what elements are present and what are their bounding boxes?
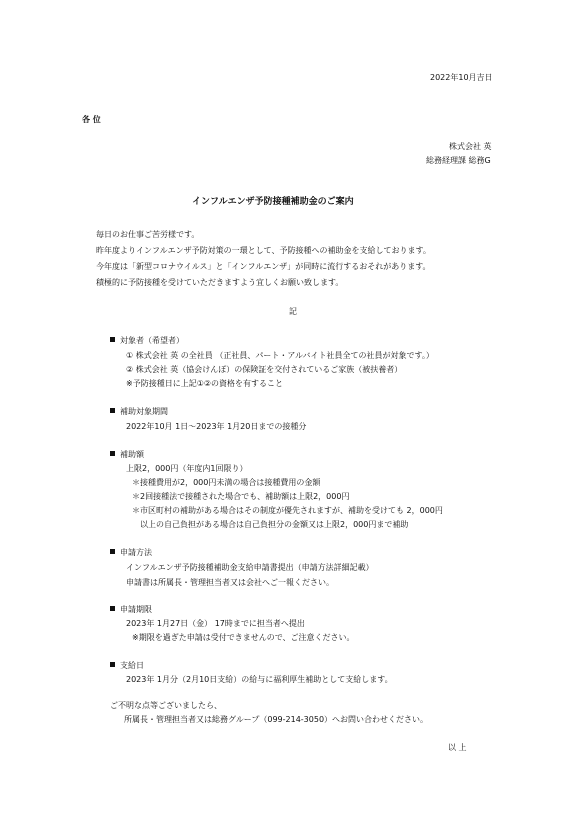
closing-line: 所属長・管理担当者又は総務グループ（099-214-3050）へお問い合わせください。: [124, 715, 429, 724]
recipient: 各 位: [82, 115, 101, 124]
section-line: 申請書は所属長・管理担当者又は会社へご一報ください。: [126, 578, 334, 587]
end-mark: 以 上: [448, 743, 467, 752]
section-line: 2023年 1月27日（金） 17時までに担当者へ提出: [126, 619, 305, 628]
ki-marker: 記: [289, 307, 297, 316]
closing-line: ご不明な点等ございましたら、: [110, 701, 222, 710]
intro-line: 昨年度よりインフルエンザ予防対策の一環として、予防接種への補助金を支給しております。: [96, 246, 431, 255]
section-line: 上限2，000円（年度内1回限り）: [126, 464, 248, 473]
bullet-square-icon: [110, 337, 115, 342]
intro-line: 毎日のお仕事ご苦労様です。: [96, 230, 200, 239]
bullet-square-icon: [110, 451, 115, 456]
section-line: ※期限を過ぎた申請は受付できませんので、ご注意ください。: [132, 633, 355, 642]
section-heading-period: 補助対象期間: [110, 408, 168, 416]
section-line: ＊2回接種法で接種された場合でも、補助額は上限2，000円: [132, 492, 350, 501]
sender-department: 総務経理課 総務G: [426, 156, 491, 165]
section-line: ＊接種費用が2，000円未満の場合は接種費用の金額: [132, 478, 321, 487]
intro-line: 今年度は「新型コロナウイルス」と「インフルエンザ」が同時に流行するおそれがあります。: [96, 262, 431, 271]
document-title: インフルエンザ予防接種補助金のご案内: [192, 197, 354, 207]
intro-line: 積極的に予防接種を受けていただきますよう宜しくお願い致します。: [96, 278, 344, 287]
section-heading-amount: 補助額: [110, 451, 144, 459]
section-heading-deadline: 申請期限: [110, 606, 152, 614]
bullet-square-icon: [110, 549, 115, 554]
sender-company: 株式会社 英: [449, 142, 492, 151]
section-heading-method: 申請方法: [110, 549, 152, 557]
section-line: ② 株式会社 英（協会けんぽ）の保険証を交付されているご家族（被扶養者）: [126, 365, 403, 374]
bullet-square-icon: [110, 662, 115, 667]
section-line: ＊市区町村の補助がある場合はその制度が優先されますが、補助を受けても 2，000円: [132, 506, 443, 515]
bullet-square-icon: [110, 408, 115, 413]
section-line: 2022年10月 1日～2023年 1月20日までの接種分: [126, 422, 307, 431]
section-heading-target: 対象者（希望者）: [110, 337, 184, 345]
bullet-square-icon: [110, 606, 115, 611]
section-line: 以上の自己負担がある場合は自己負担分の金額又は上限2，000円まで補助: [140, 520, 409, 529]
document-date: 2022年10月吉日: [430, 73, 493, 82]
section-line: インフルエンザ予防接種補助金支給申請書提出（申請方法詳細記載）: [126, 563, 374, 572]
section-line: ① 株式会社 英 の全社員 （正社員、パート・アルバイト社員全ての社員が対象です。）: [126, 351, 434, 360]
section-line: ※予防接種日に上記①②の資格を有すること: [126, 379, 284, 388]
section-heading-payday: 支給日: [110, 662, 144, 670]
section-line: 2023年 1月分（2月10日支給）の給与に福利厚生補助として支給します。: [126, 675, 393, 684]
